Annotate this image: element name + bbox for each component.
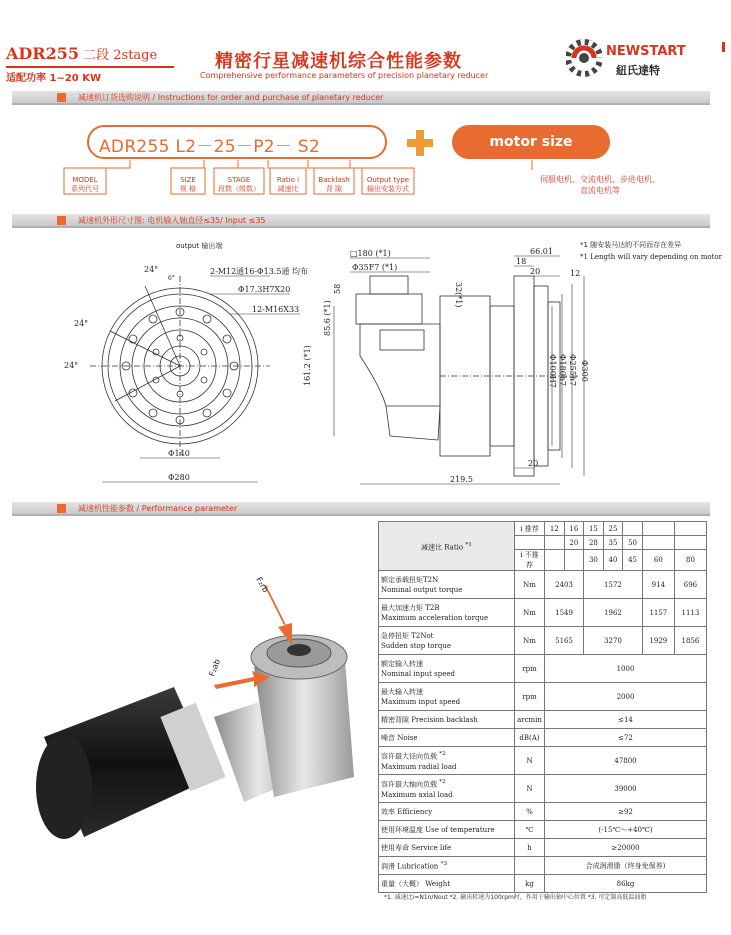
- dim-20-top: 20: [530, 267, 541, 276]
- angle-label: 24°: [64, 361, 79, 370]
- table-row: 最大加速力矩 T2B Maximum acceleration torque Nm 1549 1962 1157 1113: [379, 599, 707, 627]
- table-row: 使用寿命 Service life h ≥20000: [379, 839, 707, 857]
- order-leader-lines: [0, 0, 731, 200]
- table-row: 润滑 Lubrication $^{*3}$ 合成润滑脂（终身免保养): [379, 857, 707, 875]
- dim-161-2: 161.2 (*1): [303, 345, 312, 386]
- dim-square: □180 (*1): [350, 249, 391, 258]
- table-row: 减速比 Ratio $^{*1}$ i 推荐 12 16 15 25: [379, 522, 707, 536]
- radial-force-label: F₂rb: [254, 575, 271, 595]
- dimension-drawing: [60, 236, 700, 498]
- section-bar-dims: [12, 214, 710, 228]
- side-view-adapter: [356, 276, 440, 440]
- dim-d140: Φ140: [168, 449, 190, 458]
- axial-force-label: F₂ab: [207, 657, 222, 678]
- order-code: ADR255 L2－25－P2－ S2: [99, 137, 321, 157]
- table-row: 20 28 35 50: [379, 536, 707, 550]
- dim-d300: Φ300: [580, 360, 589, 382]
- label-model: MODEL 系列代号: [71, 176, 99, 193]
- section-bar-perf: [12, 502, 710, 516]
- section-title: 减速机外形尺寸图: 电机输入轴直径≤35/ Input ≤35: [78, 216, 266, 225]
- dim-85-6: 85.6 (*1): [323, 300, 332, 336]
- table-row: 容许最大轴向负载 $^{*2}$ Maximum axial load N 39000: [379, 775, 707, 803]
- table-row: 效率 Efficiency % ≥92: [379, 803, 707, 821]
- table-row: 容许最大径向负载 $^{*2}$ Maximum radial load N 47800: [379, 747, 707, 775]
- dim-66-01: 66.01: [530, 247, 553, 256]
- dim-20-bottom: 20: [528, 459, 539, 468]
- table-row: 精密背隙 Precision backlash arcmin ≤14: [379, 711, 707, 729]
- table-row: i 不推荐 30 40 45 60 80: [379, 550, 707, 571]
- table-footnote: *1. 减速比i=N1n/Nout *2. 输出转速为100rpm时，作用于输出轴中心位置 *3. 可定制高低温油脂: [384, 894, 647, 901]
- page-subtitle: Comprehensive performance parameters of precision planetary reducer: [200, 71, 489, 80]
- label-stage: STAGE 段数（级数）: [218, 176, 260, 193]
- ratio-label-cell: 减速比 Ratio $^{*1}$: [379, 522, 515, 571]
- page-title: 精密行星减速机综合性能参数: [215, 51, 462, 72]
- motor-size-box: motor size: [452, 125, 610, 159]
- label-ratio: Ratio i 减速比: [276, 176, 300, 193]
- section-title: 减速机性能参数 / Performance parameter: [78, 504, 238, 513]
- dim-d280: Φ280: [168, 473, 190, 482]
- dim-58: 58: [333, 283, 342, 294]
- label-size: SIZE 规 格: [179, 176, 197, 193]
- dim-219-5: 219.5: [450, 475, 473, 484]
- bullet-square-icon: [57, 216, 66, 225]
- ratio-rec-label: i 推荐: [515, 522, 545, 536]
- dim-18: 18: [516, 257, 527, 266]
- label-output-type: Output type 输出安装方式: [366, 176, 410, 193]
- dim-12: 12: [570, 269, 581, 278]
- table-row: 额定承载扭矩T2N Nominal output torque Nm 2403 1572 914 696: [379, 571, 707, 599]
- table-row: 重量（大概） Weight kg 86kg: [379, 875, 707, 893]
- motor-note-en: *1 Length will vary depending on motor: [580, 253, 722, 261]
- motor-note-cn: *1 随安装马达的不同而存在差异: [580, 241, 682, 249]
- table-row: 最大输入转速 Maximum input speed rpm 2000: [379, 683, 707, 711]
- tap-callout: 12-M16X33: [252, 305, 300, 314]
- brand-name: NEWSTART: [606, 44, 686, 59]
- bullet-square-icon: [57, 504, 66, 513]
- label-backlash: Backlash 背 隙: [318, 176, 350, 193]
- table-row: 急停扭矩 T2Not Sudden stop torque Nm 5165 3270 1929 1856: [379, 627, 707, 655]
- section-title: 减速机订货选购说明 / Instructions for order and purchase of planetary reducer: [78, 93, 384, 102]
- angle-label: 24°: [144, 265, 159, 274]
- dim-d255: Φ255h7: [568, 354, 577, 387]
- holes-callout: 2-M12通16-Φ13.5通 均布: [210, 267, 308, 276]
- angle-label: 24°: [74, 319, 89, 328]
- table-row: 使用环境温度 Use of temperature ℃ (-15℃～+40℃): [379, 821, 707, 839]
- dim-32: 32(*1): [454, 282, 463, 308]
- ratio-notrec-label: i 不推荐: [515, 550, 545, 571]
- front-view: [90, 276, 270, 456]
- bore-callout: Φ17.3H7X20: [238, 285, 291, 294]
- dim-shaft: Φ35F7 (*1): [352, 263, 398, 272]
- angle-label: 6°: [168, 275, 175, 282]
- performance-table: [378, 521, 707, 893]
- brand-name-cn: 紐氏達特: [616, 64, 660, 77]
- reducer-product-photo: [14, 527, 374, 897]
- output-label: output 输出端: [176, 242, 223, 250]
- servo-motor: [36, 687, 226, 839]
- table-row: 额定输入转速 Nominal input speed rpm 1000: [379, 655, 707, 683]
- model-title: ADR255 二段 2stage: [6, 44, 158, 63]
- motor-types-note: 伺服电机、交流电机、步进电机、直流电机等: [540, 175, 660, 195]
- dim-d100: Φ100H7: [548, 354, 557, 388]
- table-row: 噪音 Noise dB(A) ≤72: [379, 729, 707, 747]
- power-range: 适配功率 1~20 KW: [6, 73, 101, 84]
- dim-d180: Φ180h7: [558, 354, 567, 387]
